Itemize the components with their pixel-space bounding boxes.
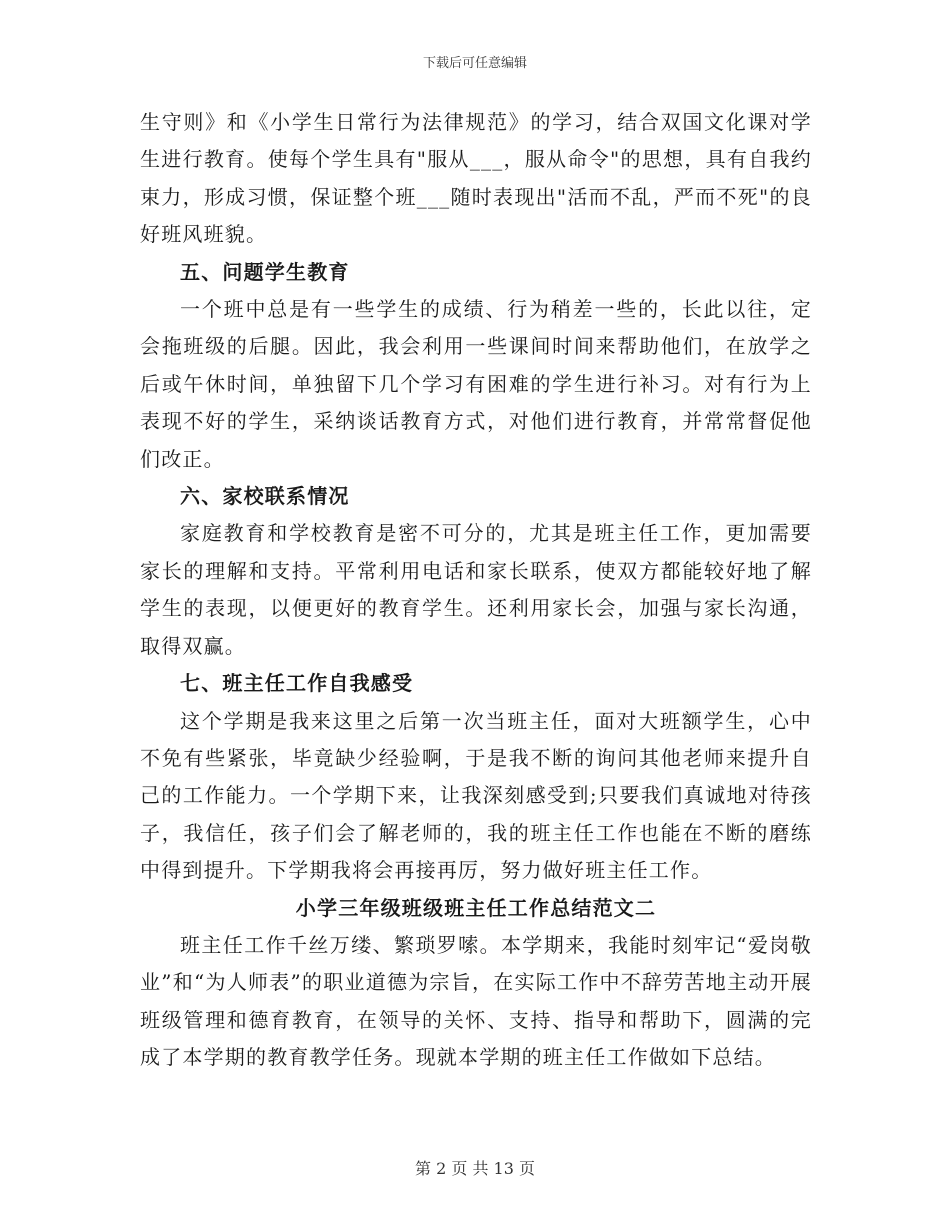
paragraph-summary-intro: 班主任工作千丝万缕、繁琐罗嗦。本学期来，我能时刻牢记“爱岗敬业”和“为人师表”的职业道德为宗旨，在实际工作中不辞劳苦地主动开展班级管理和德育教育，在领导的关怀、支持、指导和帮助下，圆满的完成了本学期的教育教学任务。现就本学期的班主任工作做如下总结。 [140, 932, 812, 1070]
paragraph-self-reflection: 这个学期是我来这里之后第一次当班主任，面对大班额学生，心中不免有些紧张，毕竟缺少经验啊，于是我不断的询问其他老师来提升自己的工作能力。一个学期下来，让我深刻感受到;只要我们真诚地对待孩子，我信任，孩子们会了解老师的，我的班主任工作也能在不断的磨练中得到提升。下学期我将会再接再厉，努力做好班主任工作。 [140, 708, 812, 883]
paragraph-continued: 生守则》和《小学生日常行为法律规范》的学习，结合双国文化课对学生进行教育。使每个学生具有"服从___，服从命令"的思想，具有自我约束力，形成习惯，保证整个班___随时表现出"活而不乱，严而不死"的良好班风班貌。 [140, 110, 812, 247]
page-footer: 第 2 页 共 13 页 [415, 1159, 535, 1178]
paragraph-home-school: 家庭教育和学校教育是密不可分的，尤其是班主任工作，更加需要家长的理解和支持。平常利用电话和家长联系，使双方都能较好地了解学生的表现，以便更好的教育学生。还利用家长会，加强与家长沟通，取得双赢。 [140, 521, 812, 658]
section-heading-5: 五、问题学生教育 [180, 259, 350, 284]
document-subtitle: 小学三年级班级班主任工作总结范文二 [295, 895, 657, 920]
paragraph-problem-students: 一个班中总是有一些学生的成绩、行为稍差一些的，长此以往，定会拖班级的后腿。因此，我会利用一些课间时间来帮助他们，在放学之后或午休时间，单独留下几个学习有困难的学生进行补习。对有行为上表现不好的学生，采纳谈话教育方式，对他们进行教育，并常常督促他们改正。 [140, 297, 812, 471]
page-header: 下载后可任意编辑 [422, 56, 527, 71]
section-heading-7: 七、班主任工作自我感受 [180, 671, 414, 696]
section-heading-6: 六、家校联系情况 [180, 484, 350, 509]
document-body [140, 104, 812, 1077]
